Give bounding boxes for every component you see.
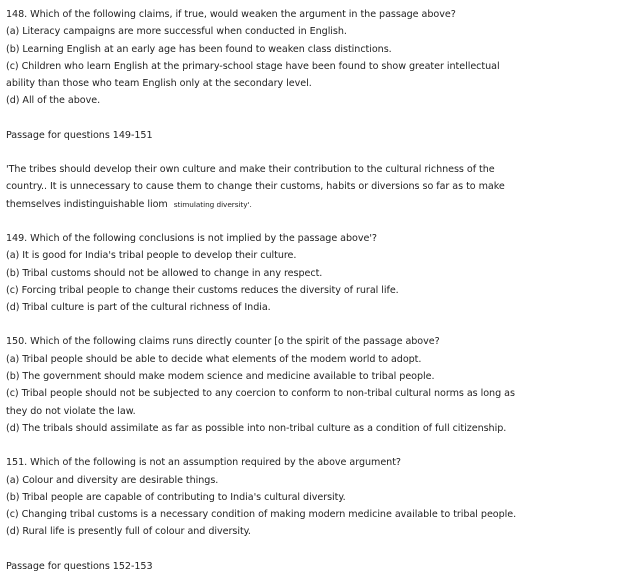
option-c: (c) Children who learn English at the primary-school stage have been found to show greater intellectual — [6, 60, 500, 72]
option-c-continued: they do not violate the law. — [6, 405, 136, 417]
question-150 — [6, 333, 632, 437]
option-d: (d) Rural life is presently full of colour and diversity. — [6, 526, 251, 538]
option-d: (d) The tribals should assimilate as far as possible into non-tribal culture as a condition of full citizenship. — [6, 422, 507, 434]
option-a: (a) Literacy campaigns are more successful when conducted in English. — [6, 26, 347, 38]
option-c: (c) Tribal people should not be subjected to any coercion to conform to non-tribal cultural norms as long as — [6, 388, 515, 400]
passage-header: Passage for questions 149-151 — [6, 129, 153, 141]
question-text: 148. Which of the following claims, if true, would weaken the argument in the passage above? — [6, 9, 456, 20]
option-d: (d) Tribal culture is part of the cultural richness of India. — [6, 302, 271, 314]
option-c: (c) Forcing tribal people to change their customs reduces the diversity of rural life. — [6, 284, 399, 296]
option-b: (b) Learning English at an early age has been found to weaken class distinctions. — [6, 43, 392, 55]
question-149 — [6, 230, 632, 316]
question-text: 150. Which of the following claims runs directly counter [o the spirit of the passage above? — [6, 336, 440, 348]
option-c-continued: ability than those who team English only at the secondary level. — [6, 78, 312, 90]
option-c: (c) Changing tribal customs is a necessary condition of making modern medicine available to tribal people. — [6, 509, 517, 521]
question-148 — [6, 6, 632, 110]
passage-line: 'The tribes should develop their own culture and make their contribution to the cultural richness of the — [6, 164, 495, 176]
passage-quote — [6, 161, 632, 213]
passage-text: themselves indistinguishable liom — [6, 198, 168, 210]
question-151 — [6, 454, 632, 540]
option-a: (a) Colour and diversity are desirable things. — [6, 474, 219, 486]
option-d: (d) All of the above. — [6, 95, 101, 107]
option-a: (a) Tribal people should be able to decide what elements of the modem world to adopt. — [6, 353, 422, 365]
passage-text-small: stimulating diversity'. — [173, 199, 252, 209]
question-text: 151. Which of the following is not an assumption required by the above argument? — [6, 457, 401, 469]
question-text: 149. Which of the following conclusions is not implied by the passage above'? — [6, 232, 377, 244]
option-b: (b) Tribal people are capable of contributing to India's cultural diversity. — [6, 491, 346, 503]
option-b: (b) The government should make modem science and medicine available to tribal people. — [6, 371, 435, 383]
document-page — [6, 6, 632, 575]
option-a: (a) It is good for India's tribal people to develop their culture. — [6, 250, 297, 262]
passage-line: country.. It is unnecessary to cause them to change their customs, habits or diversions so far as to make — [6, 181, 505, 193]
passage-line — [6, 196, 632, 213]
option-b: (b) Tribal customs should not be allowed to change in any respect. — [6, 267, 323, 279]
passage-header: Passage for questions 152-153 — [6, 560, 153, 572]
